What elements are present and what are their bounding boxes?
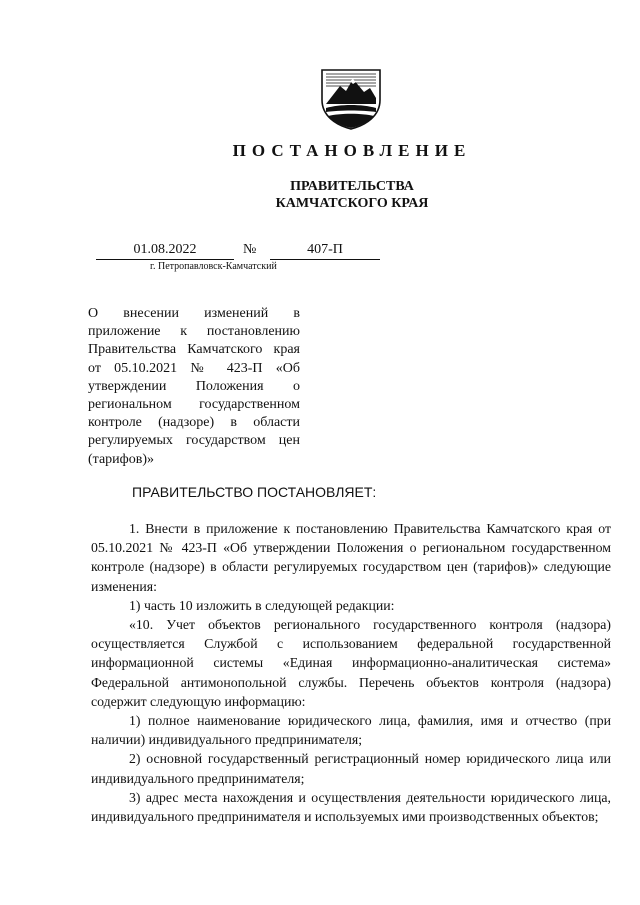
body-paragraph: 2) основной государственный регистрационный номер юридического лица или индивидуального предпринимателя; xyxy=(91,751,611,786)
issuer-line-1: ПРАВИТЕЛЬСТВА xyxy=(290,179,414,194)
document-subject: О внесении изменений в приложение к постановлению Правительства Камчатского края от 05.10.2021 № 423-П «Об утверждении Положения о региональном государственном контроле (надзоре) в области регулируемых государством цен (тарифов)» xyxy=(88,306,300,467)
document-type-title: ПОСТАНОВЛЕНИЕ xyxy=(232,141,472,160)
body-paragraph: 1. Внести в приложение к постановлению Правительства Камчатского края от 05.10.2021 № 423-П «Об утверждении Положения о региональном государственном контроле (надзоре) в области регулируемых государством цен (тарифов)» следующие изменения: xyxy=(91,521,611,594)
kamchatka-coat-of-arms-icon xyxy=(318,64,384,130)
issuer-line-2: КАМЧАТСКОГО КРАЯ xyxy=(275,196,429,211)
number-sign: № xyxy=(243,242,257,257)
body-paragraph: 3) адрес места нахождения и осуществления деятельности юридического лица, индивидуального предпринимателя и используемых ими производственных объектов; xyxy=(91,789,611,825)
document-body xyxy=(91,519,611,826)
document-date: 01.08.2022 xyxy=(96,242,234,260)
preamble: ПРАВИТЕЛЬСТВО ПОСТАНОВЛЯЕТ: xyxy=(132,484,377,500)
body-paragraph: 1) часть 10 изложить в следующей редакции: xyxy=(129,597,395,613)
body-paragraph: 1) полное наименование юридического лица, фамилия, имя и отчество (при наличии) индивидуального предпринимателя; xyxy=(91,713,611,748)
issue-city: г. Петропавловск-Камчатский xyxy=(150,261,277,272)
issuer-block xyxy=(0,178,640,212)
body-paragraph: «10. Учет объектов регионального государственного контроля (надзора) осуществляется Службой с использованием федеральной государственной информационной системы «Единая информационно-аналитическая система» Федеральной антимонопольной службы. Перечень объектов контроля (надзора) содержит следующую информацию: xyxy=(91,617,611,709)
document-number: 407-П xyxy=(270,242,380,260)
